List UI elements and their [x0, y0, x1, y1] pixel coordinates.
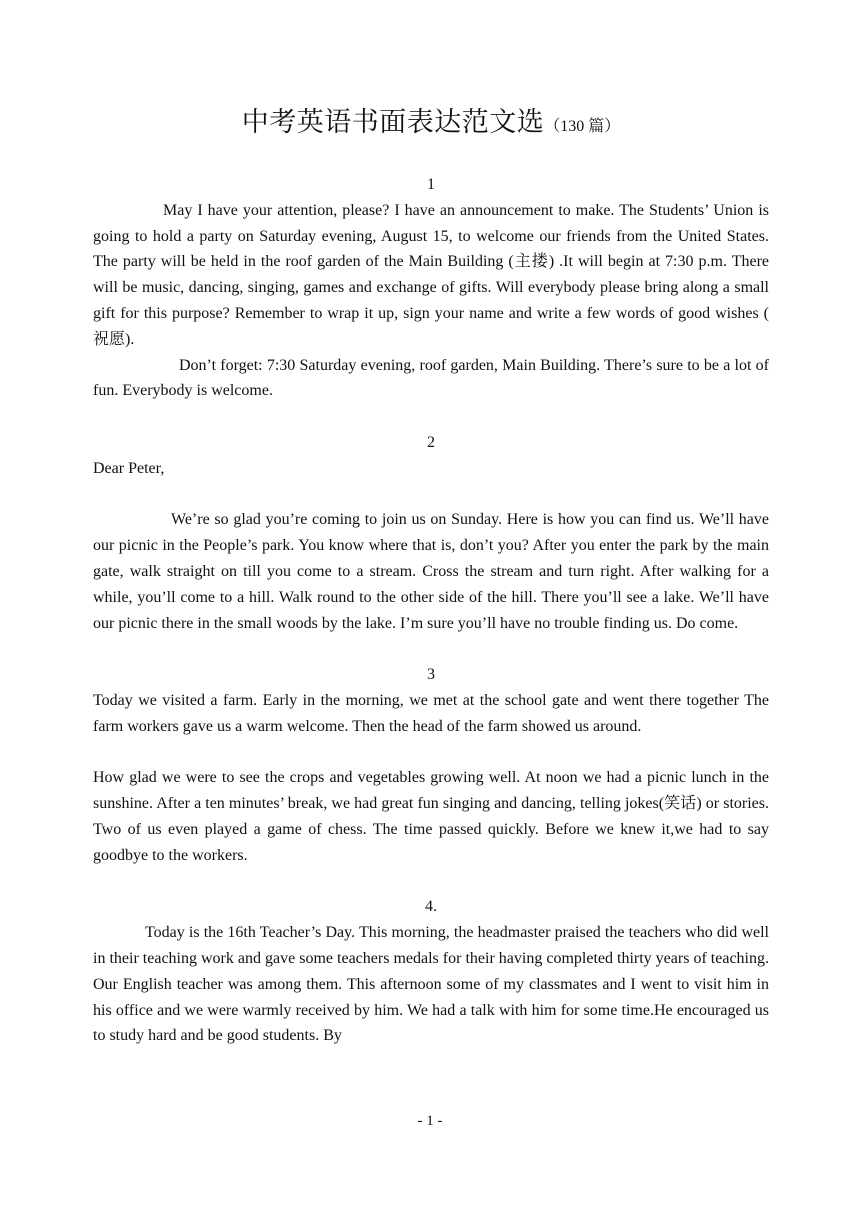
essay-3 [93, 662, 769, 868]
essay-1 [93, 172, 769, 404]
title-main: 中考英语书面表达范文选 [241, 107, 545, 137]
essay-paragraph: Today is the 16th Teacher’s Day. This morning, the headmaster praised the teachers who did well in their teaching work and gave some teachers medals for their having completed thirty years of teaching. Our English teacher was among them. This afternoon some of my classmates and I went to visit him in his office and we were warmly received by him. We had a talk with him for some time.He encouraged us to study hard and be good students. By [93, 924, 769, 1045]
essay-number: 3 [427, 666, 435, 684]
page-number: - 1 - [417, 1113, 443, 1129]
essay-2 [93, 430, 769, 636]
essay-paragraph: May I have your attention, please? I have an announcement to make. The Students’ Union is going to hold a party on Saturday evening, August 15, to welcome our friends from the United States. The party will be held in the roof garden of the Main Building (主搂) .It will begin at 7:30 p.m. There will be music, dancing, singing, games and exchange of gifts. Will everybody please bring along a small gift for this purpose? Remember to wrap it up, sign your name and write a few words of good wishes ( 祝愿). [93, 201, 769, 348]
essay-paragraph: How glad we were to see the crops and vegetables growing well. At noon we had a picnic lunch in the sunshine. After a ten minutes’ break, we had great fun singing and dancing, telling jokes(笑话) or stories. Two of us even played a game of chess. The time passed quickly. Before we knew it,we had to say goodbye to the workers. [93, 769, 769, 864]
title-suffix: （130 篇） [544, 118, 621, 135]
document-title [93, 104, 769, 145]
document-body [93, 172, 769, 1049]
essay-number: 1 [427, 176, 435, 193]
essay-number: 4. [425, 898, 437, 916]
letter-greeting: Dear Peter, [93, 459, 165, 477]
essay-paragraph: Don’t forget: 7:30 Saturday evening, roof garden, Main Building. There’s sure to be a lot of fun. Everybody is welcome. [93, 356, 769, 400]
essay-paragraph: Today we visited a farm. Early in the morning, we met at the school gate and went there together The farm workers gave us a warm welcome. Then the head of the farm showed us around. [93, 691, 769, 735]
essay-paragraph: We’re so glad you’re coming to join us on Sunday. Here is how you can find us. We’ll have our picnic in the People’s park. You know where that is, don’t you? After you enter the park by the main gate, walk straight on till you come to a stream. Cross the stream and turn right. After walking for a while, you’ll come to a hill. Walk round to the other side of the hill. There you’ll see a lake. We’ll have our picnic there in the small woods by the lake. I’m sure you’ll have no trouble finding us. Do come. [93, 511, 769, 632]
essay-number: 2 [427, 433, 435, 451]
essay-4 [93, 894, 769, 1049]
